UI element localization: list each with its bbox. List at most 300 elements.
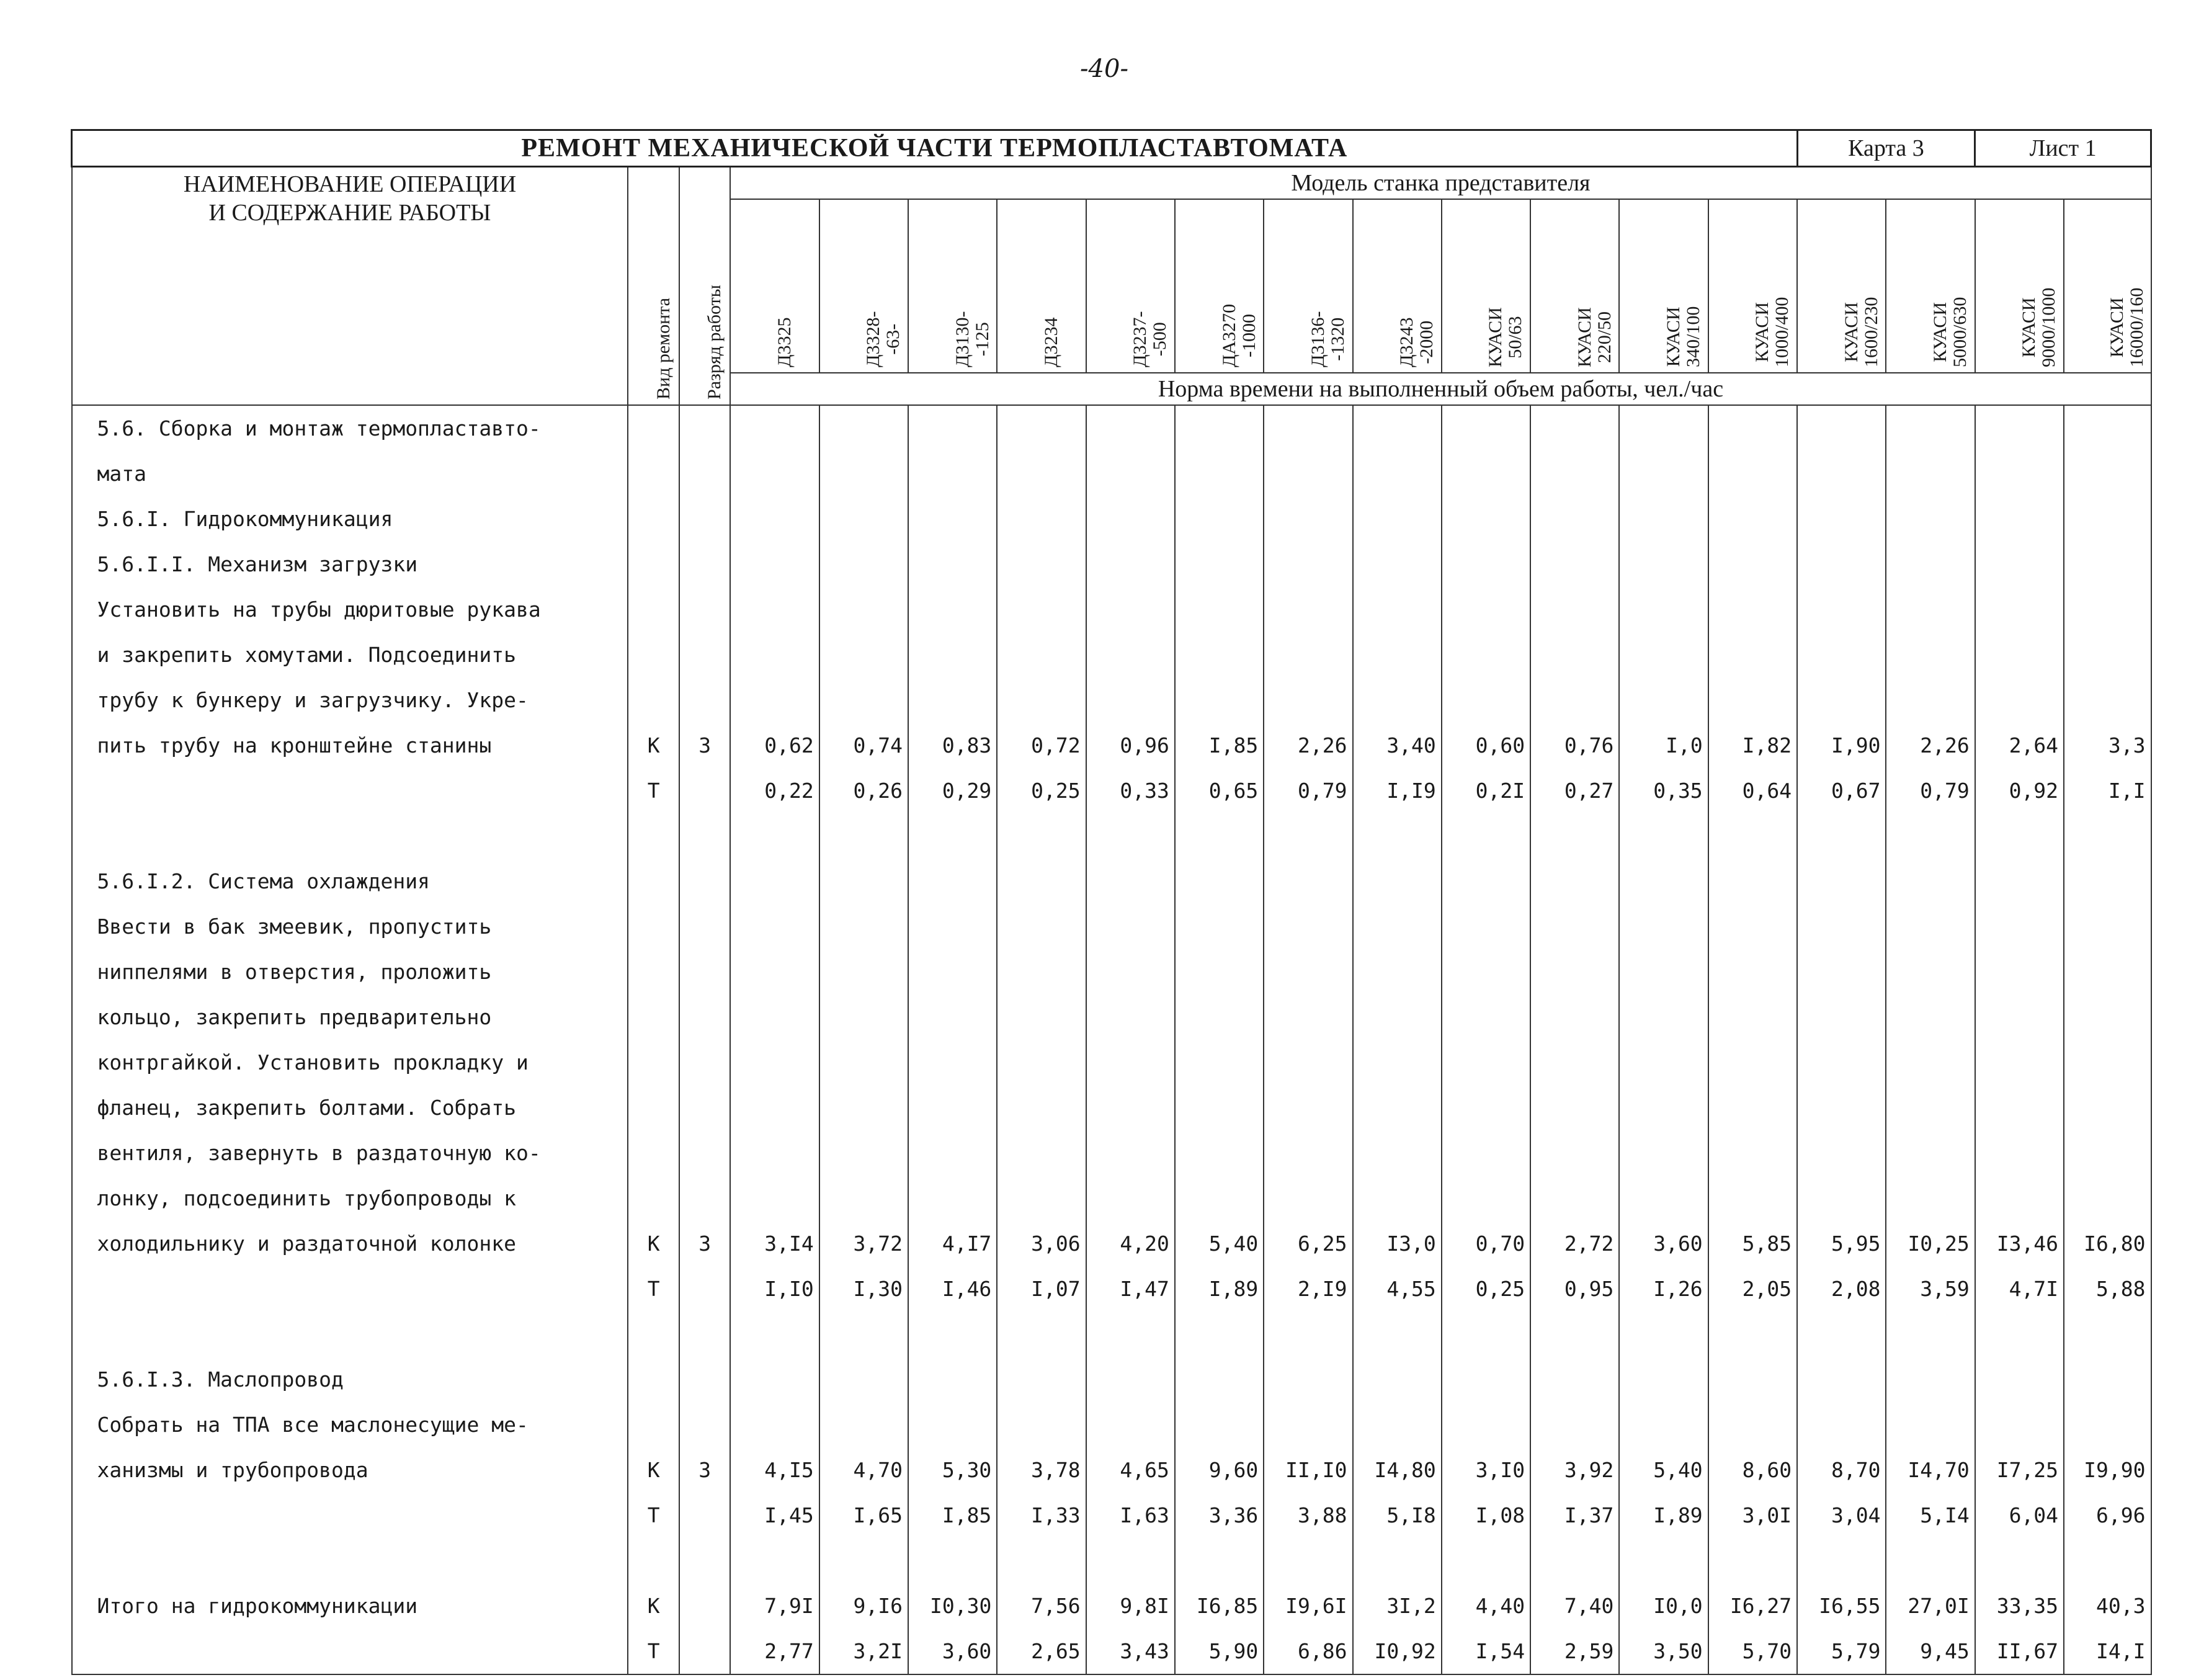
bottom-border xyxy=(72,1674,2151,1680)
norm-value-cell xyxy=(730,904,819,949)
norm-value-cell xyxy=(1086,405,1175,451)
repair-type-cell xyxy=(628,1311,679,1357)
norm-value-cell: 0,74 xyxy=(819,723,908,768)
norm-value-cell xyxy=(819,496,908,542)
norm-value-cell: 3,I0 xyxy=(1442,1447,1530,1493)
norm-value-cell xyxy=(1264,1085,1352,1130)
table-row xyxy=(72,1538,2151,1583)
norm-value-cell: 4,20 xyxy=(1086,1221,1175,1266)
norm-value-cell xyxy=(1353,1402,1442,1447)
norm-value-cell xyxy=(1708,1130,1797,1176)
norm-value-cell xyxy=(730,1402,819,1447)
norm-value-cell: 5,95 xyxy=(1797,1221,1886,1266)
work-grade-cell: 3 xyxy=(679,1447,730,1493)
norm-value-cell: 4,55 xyxy=(1353,1266,1442,1311)
norm-value-cell xyxy=(1797,1130,1886,1176)
norm-value-cell xyxy=(1442,859,1530,904)
norm-value-cell: I,08 xyxy=(1442,1493,1530,1538)
norm-value-cell xyxy=(1175,405,1264,451)
norm-value-cell xyxy=(1086,1130,1175,1176)
norm-value-cell xyxy=(2064,1130,2151,1176)
norm-value-cell xyxy=(1353,994,1442,1040)
norm-value-cell xyxy=(730,1130,819,1176)
norm-value-cell: 5,40 xyxy=(1175,1221,1264,1266)
norm-value-cell xyxy=(1708,496,1797,542)
norm-value-cell xyxy=(1975,1357,2064,1402)
norm-value-cell xyxy=(1975,1176,2064,1221)
norm-value-cell xyxy=(1264,1357,1352,1402)
norm-value-cell xyxy=(1797,542,1886,587)
norm-value-cell: 4,70 xyxy=(819,1447,908,1493)
repair-type-cell: К xyxy=(628,1583,679,1629)
norm-value-cell xyxy=(1797,451,1886,496)
norm-value-cell: 0,27 xyxy=(1530,768,1619,813)
table-row xyxy=(72,1221,2151,1266)
norm-value-cell xyxy=(1797,496,1886,542)
norm-value-cell xyxy=(2064,1311,2151,1357)
norm-value-cell xyxy=(1708,587,1797,632)
norm-value-cell xyxy=(1353,813,1442,859)
norm-value-cell xyxy=(1886,949,1975,994)
norm-value-cell xyxy=(819,904,908,949)
norm-value-cell xyxy=(730,1357,819,1402)
norm-value-cell xyxy=(1353,1357,1442,1402)
norm-value-cell: I,33 xyxy=(997,1493,1086,1538)
norm-value-cell: 5,I4 xyxy=(1886,1493,1975,1538)
table-row xyxy=(72,813,2151,859)
repair-type-cell: Т xyxy=(628,768,679,813)
norm-value-cell: 0,62 xyxy=(730,723,819,768)
norm-value-cell: 0,76 xyxy=(1530,723,1619,768)
norm-value-cell xyxy=(1619,859,1708,904)
norm-value-cell: 0,67 xyxy=(1797,768,1886,813)
model-header-cell: Д3130- -125 xyxy=(908,199,997,373)
norm-value-cell: I,26 xyxy=(1619,1266,1708,1311)
norm-value-cell: I,I9 xyxy=(1353,768,1442,813)
card-number: Карта 3 xyxy=(1797,130,1975,167)
norm-value-cell xyxy=(1530,1085,1619,1130)
norm-value-cell: 3,59 xyxy=(1886,1266,1975,1311)
norm-value-cell xyxy=(908,632,997,677)
norm-value-cell xyxy=(1708,1176,1797,1221)
norm-value-cell xyxy=(1708,1357,1797,1402)
table-row xyxy=(72,1402,2151,1447)
operation-text: ниппелями в отверстия, проложить xyxy=(72,949,628,994)
norm-value-cell xyxy=(1530,949,1619,994)
norm-value-cell xyxy=(1175,813,1264,859)
norm-value-cell xyxy=(1886,1130,1975,1176)
norm-value-cell: I,I xyxy=(2064,768,2151,813)
norm-value-cell: II,67 xyxy=(1975,1629,2064,1674)
operation-text: вентиля, завернуть в раздаточную ко- xyxy=(72,1130,628,1176)
norm-value-cell xyxy=(1353,949,1442,994)
norm-value-cell xyxy=(1264,1130,1352,1176)
model-header-cell: КУАСИ 340/100 xyxy=(1619,199,1708,373)
norm-value-cell xyxy=(908,1085,997,1130)
operation-text xyxy=(72,1629,628,1674)
norm-value-cell xyxy=(1619,949,1708,994)
norm-value-cell: I,85 xyxy=(908,1493,997,1538)
norm-value-cell xyxy=(1886,496,1975,542)
norm-value-cell xyxy=(1886,587,1975,632)
norm-value-cell xyxy=(1886,904,1975,949)
norm-value-cell xyxy=(2064,994,2151,1040)
work-grade-cell xyxy=(679,904,730,949)
norm-value-cell xyxy=(908,813,997,859)
norm-value-cell xyxy=(1086,677,1175,723)
norm-value-cell xyxy=(1619,451,1708,496)
norm-value-cell xyxy=(997,904,1086,949)
norm-value-cell: 4,I5 xyxy=(730,1447,819,1493)
norm-value-cell xyxy=(1797,994,1886,1040)
norm-value-cell xyxy=(908,405,997,451)
norm-value-cell: 0,35 xyxy=(1619,768,1708,813)
norm-value-cell: I6,80 xyxy=(2064,1221,2151,1266)
norm-value-cell xyxy=(1530,1130,1619,1176)
norm-value-cell xyxy=(1886,1040,1975,1085)
work-grade-cell xyxy=(679,949,730,994)
table-row xyxy=(72,1357,2151,1402)
operation-text: 5.6.I.I. Механизм загрузки xyxy=(72,542,628,587)
norm-value-cell xyxy=(1264,405,1352,451)
norm-value-cell xyxy=(1086,1085,1175,1130)
operation-text xyxy=(72,1266,628,1311)
norm-value-cell xyxy=(1975,632,2064,677)
norm-value-cell xyxy=(819,1176,908,1221)
repair-type-cell xyxy=(628,677,679,723)
repair-type-cell: Т xyxy=(628,1266,679,1311)
norm-value-cell: 8,60 xyxy=(1708,1447,1797,1493)
norm-value-cell xyxy=(1175,1040,1264,1085)
norm-value-cell: I,45 xyxy=(730,1493,819,1538)
norm-value-cell xyxy=(1442,1402,1530,1447)
work-grade-cell xyxy=(679,1538,730,1583)
norm-value-cell xyxy=(819,813,908,859)
operation-text: мата xyxy=(72,451,628,496)
norm-value-cell xyxy=(1708,904,1797,949)
norm-value-cell xyxy=(1175,1311,1264,1357)
norm-value-cell xyxy=(997,1130,1086,1176)
operation-text: 5.6. Сборка и монтаж термопластавто- xyxy=(72,405,628,451)
norm-value-cell xyxy=(2064,496,2151,542)
table-row xyxy=(72,1176,2151,1221)
table-row xyxy=(72,1493,2151,1538)
norm-value-cell: 6,96 xyxy=(2064,1493,2151,1538)
repair-type-cell xyxy=(628,405,679,451)
table-row xyxy=(72,1447,2151,1493)
norm-value-cell xyxy=(1442,1040,1530,1085)
sheet-number: Лист 1 xyxy=(1975,130,2151,167)
norm-value-cell xyxy=(2064,813,2151,859)
norm-value-cell xyxy=(1619,542,1708,587)
norm-value-cell xyxy=(819,994,908,1040)
norm-value-cell xyxy=(819,587,908,632)
table-row xyxy=(72,587,2151,632)
norm-value-cell xyxy=(1886,542,1975,587)
norm-value-cell: 0,79 xyxy=(1886,768,1975,813)
norm-value-cell xyxy=(1442,542,1530,587)
norm-value-cell xyxy=(1975,1538,2064,1583)
operation-header: НАИМЕНОВАНИЕ ОПЕРАЦИИ И СОДЕРЖАНИЕ РАБОТЫ xyxy=(72,167,628,406)
norm-value-cell: 3,3 xyxy=(2064,723,2151,768)
norm-value-cell xyxy=(1264,859,1352,904)
norm-value-cell xyxy=(908,1130,997,1176)
norm-value-cell: 7,40 xyxy=(1530,1583,1619,1629)
norm-value-cell: 3,2I xyxy=(819,1629,908,1674)
norm-value-cell: 3,60 xyxy=(908,1629,997,1674)
norm-value-cell: 6,04 xyxy=(1975,1493,2064,1538)
operation-text: Собрать на ТПА все маслонесущие ме- xyxy=(72,1402,628,1447)
norm-value-cell xyxy=(1530,1538,1619,1583)
norm-value-cell: 3I,2 xyxy=(1353,1583,1442,1629)
norm-value-cell xyxy=(1619,904,1708,949)
norm-value-cell xyxy=(819,677,908,723)
norm-value-cell xyxy=(1975,813,2064,859)
norm-value-cell: 5,90 xyxy=(1175,1629,1264,1674)
norm-value-cell: 3,60 xyxy=(1619,1221,1708,1266)
norm-value-cell: 0,25 xyxy=(997,768,1086,813)
norm-value-cell xyxy=(1797,405,1886,451)
norm-value-cell xyxy=(1797,859,1886,904)
norm-value-cell xyxy=(997,587,1086,632)
norm-value-cell xyxy=(730,542,819,587)
norm-value-cell xyxy=(1886,1085,1975,1130)
table-row xyxy=(72,1583,2151,1629)
norm-value-cell: I6,27 xyxy=(1708,1583,1797,1629)
norm-value-cell xyxy=(730,1040,819,1085)
work-grade-cell xyxy=(679,813,730,859)
norm-value-cell: 3,88 xyxy=(1264,1493,1352,1538)
operation-text xyxy=(72,813,628,859)
norm-value-cell xyxy=(997,949,1086,994)
work-grade-cell xyxy=(679,1629,730,1674)
work-grade-cell xyxy=(679,994,730,1040)
norm-value-cell: I6,85 xyxy=(1175,1583,1264,1629)
table-row xyxy=(72,496,2151,542)
operation-text: трубу к бункеру и загрузчику. Укре- xyxy=(72,677,628,723)
norm-value-cell xyxy=(1886,632,1975,677)
norm-value-cell xyxy=(908,1040,997,1085)
norm-value-cell xyxy=(1442,994,1530,1040)
norm-value-cell: 2,64 xyxy=(1975,723,2064,768)
norm-value-cell: 0,92 xyxy=(1975,768,2064,813)
norm-value-cell: I,37 xyxy=(1530,1493,1619,1538)
norm-value-cell: 0,26 xyxy=(819,768,908,813)
work-grade-cell xyxy=(679,1130,730,1176)
norm-value-cell xyxy=(908,994,997,1040)
norm-value-cell: I,85 xyxy=(1175,723,1264,768)
norm-value-cell: 3,04 xyxy=(1797,1493,1886,1538)
norm-value-cell xyxy=(2064,677,2151,723)
norm-value-cell xyxy=(997,1538,1086,1583)
norm-value-cell xyxy=(1975,1402,2064,1447)
norm-value-cell xyxy=(1530,542,1619,587)
work-grade-cell xyxy=(679,1311,730,1357)
norm-value-cell xyxy=(1086,451,1175,496)
work-grade-cell xyxy=(679,1493,730,1538)
norm-value-cell xyxy=(1530,632,1619,677)
norm-value-cell: 9,I6 xyxy=(819,1583,908,1629)
table-row xyxy=(72,677,2151,723)
model-header-cell: КУАСИ 16000/160 xyxy=(2064,199,2151,373)
norm-value-cell xyxy=(1086,1402,1175,1447)
norm-value-cell xyxy=(1708,405,1797,451)
norm-value-cell xyxy=(1353,542,1442,587)
norm-value-cell xyxy=(1530,1357,1619,1402)
norm-value-cell xyxy=(1175,994,1264,1040)
norm-value-cell: I,47 xyxy=(1086,1266,1175,1311)
norm-value-cell: 2,72 xyxy=(1530,1221,1619,1266)
norm-value-cell: 3,06 xyxy=(997,1221,1086,1266)
title-row xyxy=(72,130,2151,167)
norm-value-cell: I,54 xyxy=(1442,1629,1530,1674)
norm-value-cell xyxy=(1708,1311,1797,1357)
norm-value-cell: 4,40 xyxy=(1442,1583,1530,1629)
norm-value-cell xyxy=(1442,813,1530,859)
model-header-cell: Д3328- -63- xyxy=(819,199,908,373)
norm-value-cell xyxy=(1353,405,1442,451)
norm-value-cell xyxy=(1353,1085,1442,1130)
repair-type-cell xyxy=(628,994,679,1040)
norm-value-cell: 7,9I xyxy=(730,1583,819,1629)
norm-value-cell: 9,60 xyxy=(1175,1447,1264,1493)
norm-value-cell xyxy=(819,1357,908,1402)
norm-value-cell xyxy=(1175,1085,1264,1130)
repair-type-cell xyxy=(628,1538,679,1583)
norm-value-cell: 3,43 xyxy=(1086,1629,1175,1674)
norm-value-cell: I0,0 xyxy=(1619,1583,1708,1629)
repair-type-header: Вид ремонта xyxy=(628,167,679,406)
norm-value-cell xyxy=(1886,994,1975,1040)
work-grade-cell xyxy=(679,677,730,723)
norm-value-cell: 5,40 xyxy=(1619,1447,1708,1493)
model-header-cell: Д3136- -1320 xyxy=(1264,199,1352,373)
table-row xyxy=(72,451,2151,496)
norm-value-cell xyxy=(1264,632,1352,677)
norm-value-cell xyxy=(997,542,1086,587)
table-row xyxy=(72,1311,2151,1357)
norm-value-cell xyxy=(1975,405,2064,451)
norm-value-cell: 8,70 xyxy=(1797,1447,1886,1493)
norm-value-cell: I,63 xyxy=(1086,1493,1175,1538)
work-grade-cell xyxy=(679,1085,730,1130)
norm-value-cell xyxy=(997,994,1086,1040)
norm-value-cell: I0,25 xyxy=(1886,1221,1975,1266)
table-row xyxy=(72,632,2151,677)
repair-type-cell xyxy=(628,496,679,542)
norm-value-cell xyxy=(1530,813,1619,859)
norm-value-cell xyxy=(730,994,819,1040)
operation-text: холодильнику и раздаточной колонке xyxy=(72,1221,628,1266)
norm-value-cell xyxy=(1619,1538,1708,1583)
norm-value-cell: 5,79 xyxy=(1797,1629,1886,1674)
norm-value-cell xyxy=(1797,949,1886,994)
model-header-cell: КУАСИ 1600/230 xyxy=(1797,199,1886,373)
norm-value-cell xyxy=(730,1085,819,1130)
work-grade-cell xyxy=(679,1266,730,1311)
norm-value-cell xyxy=(1530,904,1619,949)
work-grade-cell xyxy=(679,632,730,677)
norm-value-cell xyxy=(1086,1538,1175,1583)
norm-value-cell xyxy=(997,1311,1086,1357)
norm-value-cell xyxy=(1175,1402,1264,1447)
norm-value-cell: 0,29 xyxy=(908,768,997,813)
norm-value-cell: 9,45 xyxy=(1886,1629,1975,1674)
table-row xyxy=(72,994,2151,1040)
work-grade-cell xyxy=(679,1040,730,1085)
norm-value-cell xyxy=(997,1176,1086,1221)
norm-value-cell: 2,I9 xyxy=(1264,1266,1352,1311)
repair-type-cell: К xyxy=(628,1221,679,1266)
norm-value-cell xyxy=(2064,587,2151,632)
norm-value-cell: I,46 xyxy=(908,1266,997,1311)
norm-value-cell xyxy=(2064,1176,2151,1221)
norm-value-cell xyxy=(1264,451,1352,496)
norm-value-cell xyxy=(1442,496,1530,542)
norm-value-cell: 0,95 xyxy=(1530,1266,1619,1311)
operation-text: 5.6.I.2. Система охлаждения xyxy=(72,859,628,904)
operation-text: Итого на гидрокоммуникации xyxy=(72,1583,628,1629)
work-grade-cell: 3 xyxy=(679,1221,730,1266)
norm-value-cell xyxy=(819,1402,908,1447)
norm-value-cell: 40,3 xyxy=(2064,1583,2151,1629)
norm-value-cell xyxy=(1975,859,2064,904)
norm-value-cell xyxy=(1886,1357,1975,1402)
norm-value-cell xyxy=(1975,1085,2064,1130)
norm-value-cell xyxy=(1797,677,1886,723)
page-number: -40- xyxy=(1080,55,1128,83)
model-header-cell: Д3243 -2000 xyxy=(1353,199,1442,373)
norm-value-cell xyxy=(1353,496,1442,542)
norm-value-cell xyxy=(1264,496,1352,542)
norm-value-cell xyxy=(1264,1176,1352,1221)
norm-value-cell xyxy=(997,1085,1086,1130)
norm-value-cell xyxy=(1086,859,1175,904)
repair-type-cell xyxy=(628,1357,679,1402)
model-header-cell: ДА3270 -1000 xyxy=(1175,199,1264,373)
norm-value-cell xyxy=(1708,451,1797,496)
norm-value-cell: 2,08 xyxy=(1797,1266,1886,1311)
norm-value-cell xyxy=(1886,1538,1975,1583)
norm-value-cell xyxy=(1708,677,1797,723)
operation-text: и закрепить хомутами. Подсоединить xyxy=(72,632,628,677)
work-grade-cell xyxy=(679,1176,730,1221)
work-grade-cell xyxy=(679,859,730,904)
norm-value-cell: 2,77 xyxy=(730,1629,819,1674)
norm-value-cell xyxy=(1442,904,1530,949)
norm-value-cell xyxy=(908,904,997,949)
norm-value-cell xyxy=(1086,813,1175,859)
norm-value-cell xyxy=(1086,994,1175,1040)
norm-value-cell xyxy=(1619,813,1708,859)
norm-value-cell xyxy=(1975,451,2064,496)
norm-value-cell xyxy=(1975,496,2064,542)
work-grade-cell xyxy=(679,768,730,813)
norm-value-cell xyxy=(730,949,819,994)
norm-value-cell xyxy=(1975,949,2064,994)
repair-type-cell: К xyxy=(628,723,679,768)
norm-value-cell xyxy=(1175,451,1264,496)
norm-value-cell xyxy=(1708,542,1797,587)
work-grade-cell xyxy=(679,1402,730,1447)
norm-value-cell xyxy=(1619,405,1708,451)
norm-value-cell xyxy=(1708,994,1797,1040)
norm-value-cell: 0,2I xyxy=(1442,768,1530,813)
norm-value-cell xyxy=(1353,859,1442,904)
table-row xyxy=(72,859,2151,904)
norm-value-cell xyxy=(1086,1311,1175,1357)
table-row xyxy=(72,1040,2151,1085)
